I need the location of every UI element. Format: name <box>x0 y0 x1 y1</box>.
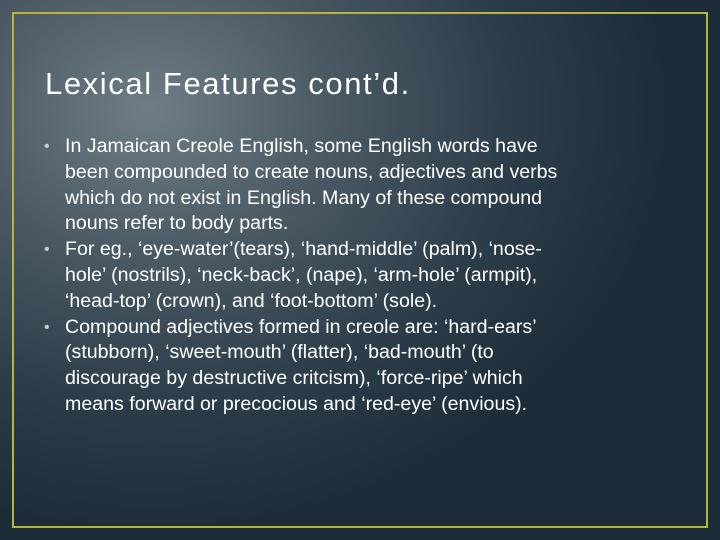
bullet-line: In Jamaican Creole English, some English words have <box>65 135 538 157</box>
bullet-line: Compound adjectives formed in creole are: ‘hard-ears’ <box>65 315 537 338</box>
bullet-line: For eg., ‘eye-water’(tears), ‘hand-middle’ (palm), ‘nose- <box>65 238 542 261</box>
bullet-line: nouns refer to body parts. <box>65 212 289 235</box>
bullet-list <box>44 134 684 418</box>
bullet-point-icon: • <box>44 241 50 259</box>
bullet-line: which do not exist in English. Many of these compound <box>65 186 543 209</box>
bullet-line: means forward or precocious and ‘red-eye’ (envious). <box>65 392 528 415</box>
bullet-line: discourage by destructive critcism), ‘force-ripe’ which <box>65 367 523 390</box>
bullet-line: ‘head-top’ (crown), and ‘foot-bottom’ (sole). <box>65 289 438 312</box>
bullet-item-3 <box>44 315 684 418</box>
slide-title: Lexical Features cont’d. <box>45 66 411 101</box>
bullet-item-2 <box>44 237 684 314</box>
bullet-line: been compounded to create nouns, adjectives and verbs <box>65 160 558 183</box>
bullet-item-1 <box>44 134 684 237</box>
bullet-line: (stubborn), ‘sweet-mouth’ (flatter), ‘bad-mouth’ (to <box>65 341 494 364</box>
bullet-point-icon: • <box>44 138 50 155</box>
bullet-line: hole’ (nostrils), ‘neck-back’, (nape), ‘arm-hole’ (armpit), <box>65 263 538 286</box>
bullet-point-icon: • <box>44 318 50 336</box>
